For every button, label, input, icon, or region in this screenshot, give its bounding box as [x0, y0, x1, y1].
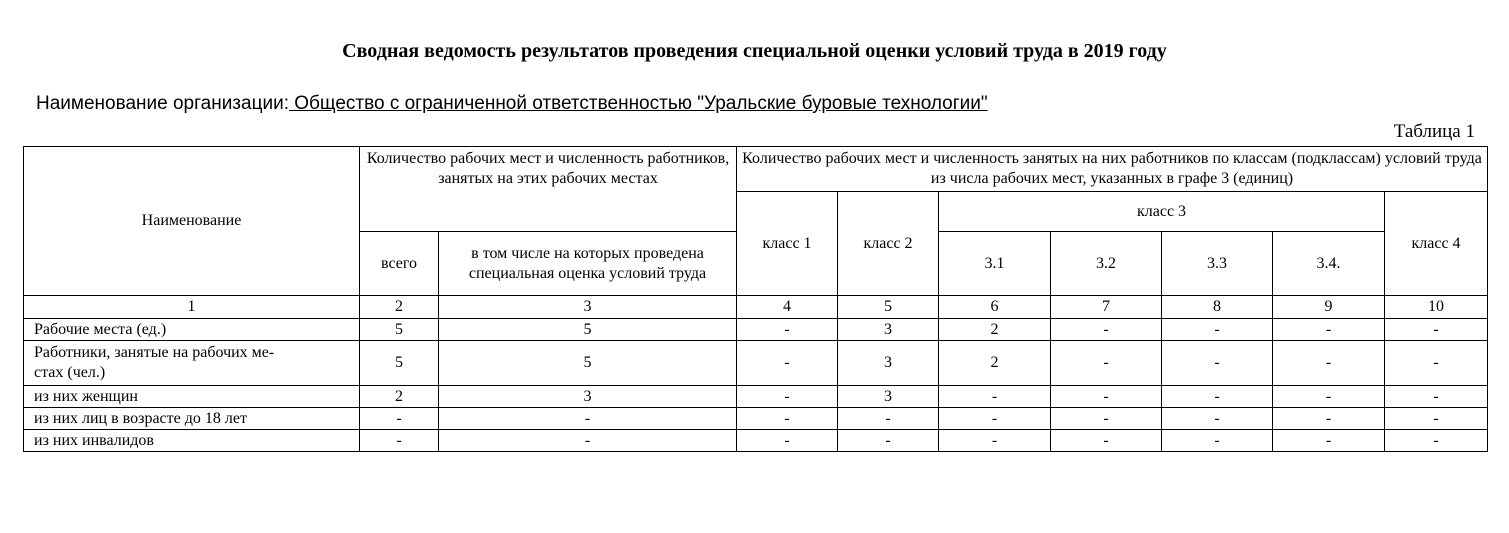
- column-number: 7: [1051, 296, 1162, 319]
- cell-value: -: [1273, 341, 1385, 386]
- header-class-3-1: 3.1: [939, 232, 1051, 296]
- table-row: [24, 386, 1488, 408]
- table-row: [24, 319, 1488, 341]
- row-name: Работники, занятые на рабочих ме- стах (чел.): [24, 341, 360, 386]
- cell-value: -: [1385, 386, 1488, 408]
- cell-value: -: [1273, 430, 1385, 452]
- cell-value: -: [737, 408, 838, 430]
- header-class-3-4: 3.4.: [1273, 232, 1385, 296]
- header-classes-group: Количество рабочих мест и численность занятых на них работников по классам (подклассам) условий труда из числа рабочих мест, указанных в графе 3 (единиц): [737, 147, 1488, 192]
- document-title: Сводная ведомость результатов проведения специальной оценки условий труда в 2019 году: [342, 40, 1167, 62]
- header-class-1: класс 1: [737, 192, 838, 296]
- header-class-3: класс 3: [939, 192, 1385, 232]
- cell-value: -: [1051, 386, 1162, 408]
- cell-value: -: [838, 430, 939, 452]
- cell-value: 3: [838, 386, 939, 408]
- cell-value: 2: [939, 319, 1051, 341]
- header-class-3-3: 3.3: [1162, 232, 1273, 296]
- column-number: 6: [939, 296, 1051, 319]
- cell-value: -: [737, 386, 838, 408]
- cell-value: 5: [360, 341, 439, 386]
- header-name: Наименование: [24, 147, 360, 296]
- cell-value: -: [1273, 319, 1385, 341]
- cell-value: -: [1162, 430, 1273, 452]
- cell-value: -: [1051, 430, 1162, 452]
- cell-value: -: [1162, 408, 1273, 430]
- column-number: 8: [1162, 296, 1273, 319]
- cell-value: -: [439, 408, 737, 430]
- row-name: из них лиц в возрасте до 18 лет: [24, 408, 360, 430]
- cell-value: 5: [439, 341, 737, 386]
- header-class-3-2: 3.2: [1051, 232, 1162, 296]
- organization-name: Общество с ограниченной ответственностью "Уральские буровые технологии": [288, 93, 988, 114]
- cell-value: 3: [838, 341, 939, 386]
- header-class-2: класс 2: [838, 192, 939, 296]
- cell-value: -: [1385, 408, 1488, 430]
- header-class-4: класс 4: [1385, 192, 1488, 296]
- organization-line: [36, 93, 988, 115]
- column-number: 2: [360, 296, 439, 319]
- header-workplaces-group: Количество рабочих мест и численность работников, занятых на этих рабочих местах: [360, 147, 737, 232]
- cell-value: -: [1162, 341, 1273, 386]
- table-label: Таблица 1: [1393, 121, 1475, 142]
- cell-value: -: [939, 408, 1051, 430]
- column-number: 9: [1273, 296, 1385, 319]
- cell-value: -: [1051, 341, 1162, 386]
- cell-value: -: [737, 319, 838, 341]
- cell-value: -: [1385, 319, 1488, 341]
- row-name: из них женщин: [24, 386, 360, 408]
- cell-value: -: [1273, 408, 1385, 430]
- cell-value: -: [1051, 408, 1162, 430]
- cell-value: -: [1051, 319, 1162, 341]
- summary-table: [23, 146, 1488, 452]
- column-numbers-row: [24, 296, 1488, 319]
- cell-value: -: [737, 341, 838, 386]
- cell-value: -: [939, 430, 1051, 452]
- cell-value: -: [1385, 341, 1488, 386]
- cell-value: -: [1273, 386, 1385, 408]
- cell-value: -: [360, 430, 439, 452]
- table-row: [24, 341, 1488, 386]
- column-number: 3: [439, 296, 737, 319]
- header-total: всего: [360, 232, 439, 296]
- column-number: 1: [24, 296, 360, 319]
- cell-value: -: [360, 408, 439, 430]
- cell-value: 5: [360, 319, 439, 341]
- cell-value: 3: [838, 319, 939, 341]
- column-number: 4: [737, 296, 838, 319]
- cell-value: -: [439, 430, 737, 452]
- cell-value: -: [1162, 319, 1273, 341]
- row-name: из них инвалидов: [24, 430, 360, 452]
- cell-value: 3: [439, 386, 737, 408]
- cell-value: 5: [439, 319, 737, 341]
- column-number: 5: [838, 296, 939, 319]
- cell-value: -: [1385, 430, 1488, 452]
- cell-value: -: [838, 408, 939, 430]
- cell-value: -: [1162, 386, 1273, 408]
- organization-label: Наименование организации:: [36, 93, 289, 114]
- cell-value: -: [939, 386, 1051, 408]
- cell-value: 2: [360, 386, 439, 408]
- cell-value: 2: [939, 341, 1051, 386]
- column-number: 10: [1385, 296, 1488, 319]
- cell-value: -: [737, 430, 838, 452]
- header-assessed: в том числе на которых проведена специальная оценка условий труда: [439, 232, 737, 296]
- table-row: [24, 430, 1488, 452]
- row-name: Рабочие места (ед.): [24, 319, 360, 341]
- table-row: [24, 408, 1488, 430]
